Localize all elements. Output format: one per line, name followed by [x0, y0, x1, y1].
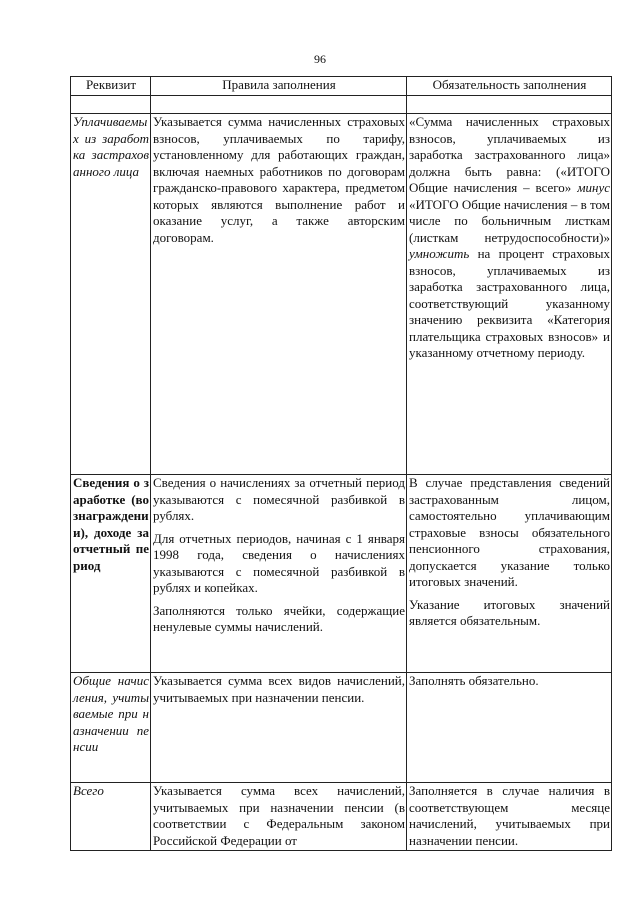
obligation-text: Заполняется в случае наличия в соответствующем месяце начислений, учитываемых при назначении пенсии.: [409, 783, 610, 848]
obligation-text: Указание итоговых значений является обязательным.: [409, 596, 610, 628]
requisite-cell: Сведения о заработке (вознаграждении), доходе за отчетный период: [71, 475, 151, 673]
header-requisite: Реквизит: [71, 77, 151, 96]
obligation-text: на процент страховых взносов, уплачиваемых из заработка застрахованного лица, соответствующий указанному значению реквизита «Категория плательщика страховых взносов» и указанному отчетному периоду.: [409, 246, 610, 360]
obligation-text: «ИТОГО Общие начисления – в том числе по больничным листкам (листкам нетрудоспособности)»: [409, 196, 610, 245]
header-rules: Правила заполнения: [151, 77, 407, 96]
obligation-cell: [407, 114, 612, 475]
obligation-text: «Сумма начисленных страховых взносов, уплачиваемых из заработка застрахованного лица» должна быть равна: («ИТОГО Общие начисления – всего»: [409, 114, 610, 195]
obligation-cell: [407, 475, 612, 673]
requisite-cell: Уплачиваемых из заработка застрахованного лица: [71, 114, 151, 475]
rules-text: Сведения о начислениях за отчетный период указываются с помесячной разбивкой в рублях.: [153, 475, 405, 523]
obligation-text: Заполнять обязательно.: [409, 673, 539, 688]
obligation-text: В случае представления сведений застрахованным лицом, самостоятельно уплачивающим страховые взносы обязательного пенсионного страхования, допускается указание только итоговых значений.: [409, 475, 610, 589]
requisite-cell: Всего: [71, 783, 151, 851]
minus-word: минус: [577, 180, 610, 195]
rules-cell: [151, 673, 407, 783]
multiply-word: умножить: [409, 246, 470, 261]
table-header-row: [71, 77, 612, 96]
rules-text: Для отчетных периодов, начиная с 1 января 1998 года, сведения о начислениях указываются с помесячной разбивкой в рублях и копейках.: [153, 530, 405, 595]
rules-cell: [151, 114, 407, 475]
rules-text: Указывается сумма всех видов начислений, учитываемых при назначении пенсии.: [153, 673, 405, 705]
rules-text: Указывается сумма всех начислений, учитываемых при назначении пенсии (в соответствии с Федеральным законом Российской Федерации от: [153, 783, 405, 848]
header-obligation: Обязательность заполнения: [407, 77, 612, 96]
table-row: [71, 783, 612, 851]
requisites-table: [70, 76, 612, 851]
table-row: [71, 673, 612, 783]
rules-cell: [151, 783, 407, 851]
table-row: [71, 475, 612, 673]
empty-row: [71, 96, 612, 114]
table-row: [71, 114, 612, 475]
rules-cell: [151, 475, 407, 673]
obligation-cell: [407, 783, 612, 851]
rules-text: Указывается сумма начисленных страховых взносов, уплачиваемых по тарифу, установленному для работающих граждан, включая наемных работников по договорам гражданско-правового характера, предметом которых являются выполнение работ и оказание услуг, а также авторским договорам.: [153, 114, 405, 245]
page-number: 96: [314, 52, 326, 66]
requisite-cell: Общие начисления, учитываемые при назначении пенсии: [71, 673, 151, 783]
rules-text: Заполняются только ячейки, содержащие ненулевые суммы начислений.: [153, 602, 405, 634]
obligation-cell: [407, 673, 612, 783]
